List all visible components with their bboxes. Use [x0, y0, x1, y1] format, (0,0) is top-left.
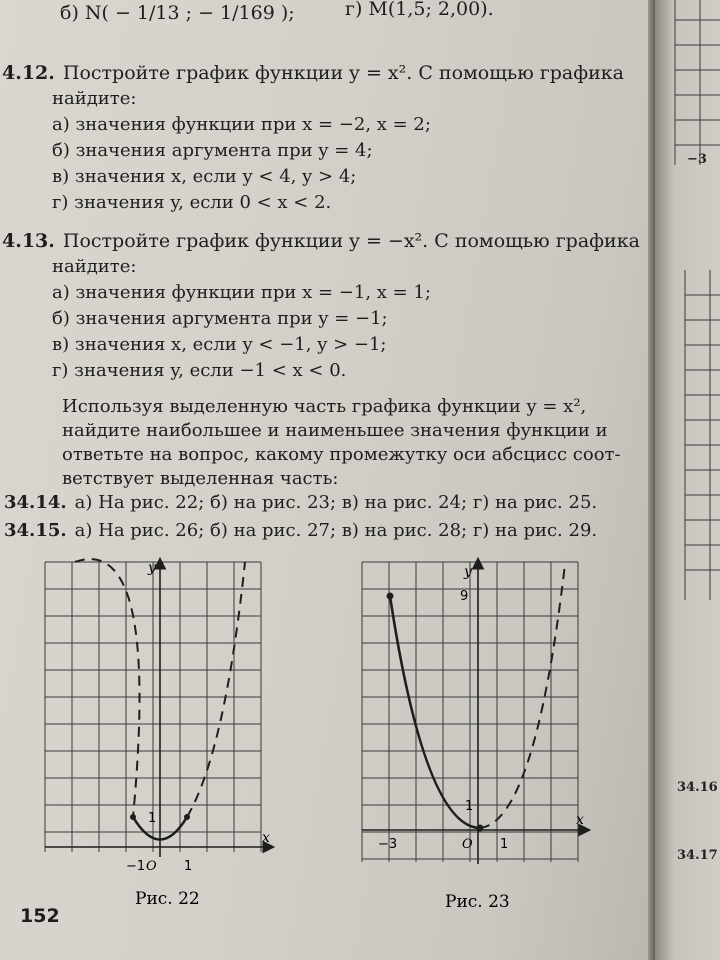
instruction-line: ветствует выделенная часть:	[62, 468, 339, 489]
figure-22-tick-neg: −1	[126, 859, 146, 874]
figure-23-caption: Рис. 23	[445, 892, 510, 912]
top-fragment-right: г) M(1,5; 2,00).	[345, 0, 494, 20]
problem-4-13-heading	[2, 230, 640, 252]
adjacent-page-grids	[655, 0, 720, 960]
instruction-line: Используя выделенную часть графика функции y = x²,	[62, 396, 587, 417]
figure-22-x-label: x	[262, 830, 270, 846]
figure-23-x-label: x	[576, 812, 584, 828]
figure-22-tick-y: 1	[148, 811, 157, 826]
figure-23-tick-pos: 1	[500, 837, 509, 852]
problem-item: г) значения y, если 0 < x < 2.	[52, 192, 332, 213]
exercise-34-15	[4, 520, 597, 541]
exercise-text: а) На рис. 22; б) на рис. 23; в) на рис. 24; г) на рис. 25.	[74, 492, 598, 513]
problem-item: г) значения y, если −1 < x < 0.	[52, 360, 347, 381]
figure-23-origin: O	[462, 837, 473, 852]
figure-22-caption: Рис. 22	[135, 889, 200, 909]
problem-4-12-heading	[2, 62, 624, 84]
figure-23-tick-y-top: 9	[460, 589, 469, 604]
exercise-number: 34.14.	[4, 492, 67, 513]
adjacent-page	[655, 0, 720, 960]
figure-22-y-label: y	[148, 560, 156, 576]
problem-number: 4.12.	[2, 62, 55, 84]
adjacent-tick: −3	[687, 152, 707, 167]
figure-23-dashed-right	[480, 564, 565, 828]
figure-23-grid	[362, 562, 578, 862]
figure-22-origin: O	[146, 859, 157, 874]
adjacent-label-1: 34.16	[677, 780, 718, 795]
problem-item: в) значения x, если y < 4, y > 4;	[52, 166, 357, 187]
exercise-text: а) На рис. 26; б) на рис. 27; в) на рис. 28; г) на рис. 29.	[74, 520, 598, 541]
figure-22-point-left	[130, 814, 136, 820]
figure-23-tick-neg: −3	[378, 837, 398, 852]
exercise-number: 34.15.	[4, 520, 67, 541]
exercise-34-14	[4, 492, 597, 513]
problem-intro: Постройте график функции y = −x². С помощью графика	[62, 230, 640, 252]
problem-number: 4.13.	[2, 230, 55, 252]
problem-item: б) значения аргумента при y = −1;	[52, 308, 388, 329]
figure-22-dashed-right	[187, 562, 245, 817]
page-number: 152	[20, 905, 60, 927]
problem-intro-2: найдите:	[52, 88, 137, 109]
instruction-line: найдите наибольшее и наименьшее значения функции и	[62, 420, 608, 441]
figure-23-y-label: y	[464, 564, 472, 580]
adjacent-label-2: 34.17	[677, 848, 718, 863]
figure-23-point-vertex	[477, 825, 484, 832]
figure-23-solid-curve	[390, 596, 480, 828]
problem-item: а) значения функции при x = −2, x = 2;	[52, 114, 431, 135]
top-fragment-left: б) N( − 1/13 ; − 1/169 );	[60, 2, 295, 24]
figure-23-tick-y: 1	[465, 799, 474, 814]
figure-23-point-top	[387, 593, 394, 600]
problem-intro-2: найдите:	[52, 256, 137, 277]
problem-item: б) значения аргумента при y = 4;	[52, 140, 373, 161]
problem-item: в) значения x, если y < −1, y > −1;	[52, 334, 387, 355]
figure-22-grid	[45, 562, 261, 852]
problem-intro: Постройте график функции y = x². С помощью графика	[62, 62, 624, 84]
instruction-line: ответьте на вопрос, какому промежутку оси абсцисс соот-	[62, 444, 621, 465]
figures	[40, 552, 600, 912]
problem-item: а) значения функции при x = −1, x = 1;	[52, 282, 431, 303]
figure-22-point-right	[184, 814, 190, 820]
figure-22-tick-pos: 1	[184, 859, 193, 874]
